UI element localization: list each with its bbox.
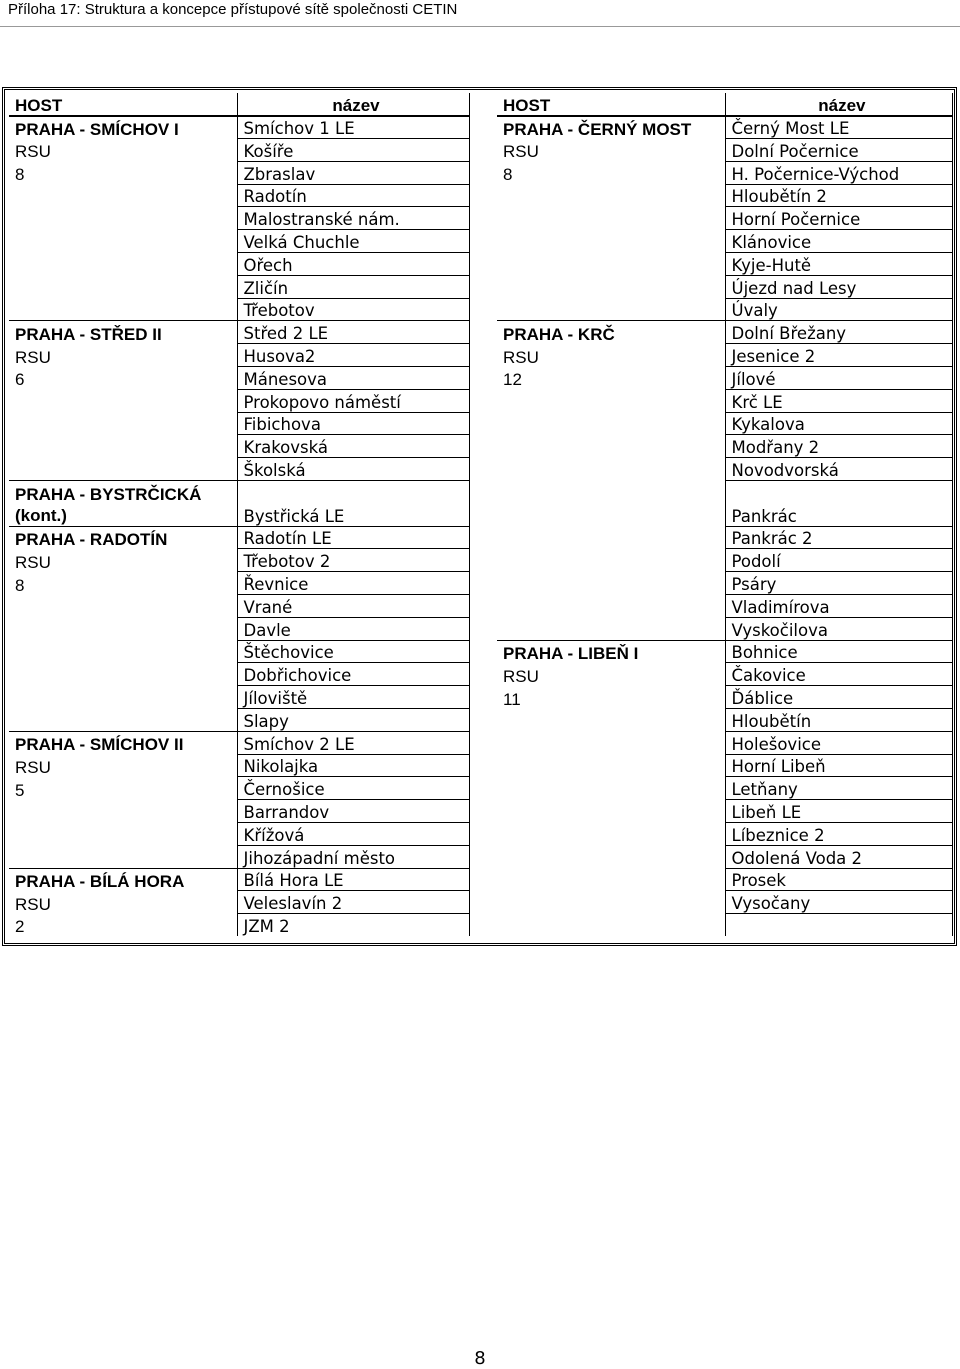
host-cell	[497, 275, 725, 298]
name-cell: Střed 2 LE	[237, 321, 469, 344]
name-cell: Vyskočilova	[725, 617, 952, 640]
left-table-body	[9, 116, 469, 937]
host-cell: 5	[9, 777, 237, 800]
table-row	[9, 640, 469, 663]
host-cell	[9, 298, 237, 321]
host-cell: 8	[9, 572, 237, 595]
name-cell: Třebotov 2	[237, 549, 469, 572]
host-cell	[9, 275, 237, 298]
name-cell: Líbeznice 2	[725, 823, 952, 846]
host-cell	[9, 207, 237, 230]
right-host-table	[497, 93, 953, 936]
name-cell: Krč LE	[725, 389, 952, 412]
header-rule	[0, 26, 960, 27]
table-row	[497, 731, 952, 754]
table-row	[497, 184, 952, 207]
table-row	[9, 572, 469, 595]
name-cell: Bílá Hora LE	[237, 868, 469, 891]
name-cell: Jílové	[725, 367, 952, 390]
table-row	[497, 914, 952, 937]
name-cell: Letňany	[725, 777, 952, 800]
name-cell: Pankrác 2	[725, 526, 952, 549]
host-cell	[9, 686, 237, 709]
host-cell: RSU	[9, 891, 237, 914]
host-cell	[9, 640, 237, 663]
table-row	[497, 481, 952, 527]
table-row	[9, 321, 469, 344]
name-cell: Mánesova	[237, 367, 469, 390]
host-cell: 8	[497, 161, 725, 184]
host-cell	[9, 800, 237, 823]
host-cell	[9, 253, 237, 276]
host-cell	[497, 914, 725, 937]
table-row	[497, 572, 952, 595]
name-cell: Křížová	[237, 823, 469, 846]
name-cell: Nikolajka	[237, 754, 469, 777]
host-cell	[9, 845, 237, 868]
name-cell: Krakovská	[237, 435, 469, 458]
host-cell	[9, 663, 237, 686]
table-row	[497, 686, 952, 709]
host-cell	[9, 435, 237, 458]
table-row	[497, 275, 952, 298]
name-cell: Klánovice	[725, 230, 952, 253]
host-cell: PRAHA - LIBEŇ I	[497, 640, 725, 663]
table-row	[497, 344, 952, 367]
name-cell: Horní Libeň	[725, 754, 952, 777]
name-cell: Kyje-Hutě	[725, 253, 952, 276]
table-row	[497, 549, 952, 572]
name-cell: Kykalova	[725, 412, 952, 435]
right-table-header	[497, 93, 952, 116]
name-cell: Vrané	[237, 595, 469, 618]
host-cell	[9, 184, 237, 207]
table-row	[9, 161, 469, 184]
host-cell	[497, 823, 725, 846]
host-cell	[9, 230, 237, 253]
table-row	[9, 663, 469, 686]
name-cell: Vladimírova	[725, 595, 952, 618]
table-row	[9, 458, 469, 481]
table-row	[9, 823, 469, 846]
host-cell	[497, 207, 725, 230]
host-cell	[497, 230, 725, 253]
table-row	[497, 116, 952, 139]
table-row	[497, 845, 952, 868]
name-cell: Barrandov	[237, 800, 469, 823]
host-cell: 11	[497, 686, 725, 709]
name-cell: Libeň LE	[725, 800, 952, 823]
name-cell: Školská	[237, 458, 469, 481]
name-cell: Davle	[237, 617, 469, 640]
name-cell: Hloubětín 2	[725, 184, 952, 207]
access-network-table-frame	[2, 87, 957, 946]
host-cell: PRAHA - SMÍCHOV II	[9, 731, 237, 754]
host-cell	[497, 891, 725, 914]
name-cell: Košíře	[237, 139, 469, 162]
name-cell: Zličín	[237, 275, 469, 298]
host-cell	[9, 595, 237, 618]
name-cell: Dobřichovice	[237, 663, 469, 686]
table-row	[9, 731, 469, 754]
name-cell: Bystřická LE	[237, 481, 469, 527]
name-cell: Černý Most LE	[725, 116, 952, 139]
left-header-name: název	[237, 93, 469, 116]
host-cell: PRAHA - BYSTRČICKÁ (kont.)	[9, 481, 237, 527]
table-row	[9, 389, 469, 412]
table-row	[9, 253, 469, 276]
table-row	[9, 207, 469, 230]
host-cell	[9, 458, 237, 481]
host-cell	[497, 845, 725, 868]
host-cell: PRAHA - KRČ	[497, 321, 725, 344]
table-row	[497, 298, 952, 321]
table-row	[497, 891, 952, 914]
host-cell: PRAHA - ČERNÝ MOST	[497, 116, 725, 139]
name-cell: H. Počernice-Východ	[725, 161, 952, 184]
host-cell	[497, 549, 725, 572]
table-row	[497, 595, 952, 618]
right-table-body	[497, 116, 952, 937]
table-row	[9, 412, 469, 435]
table-row	[9, 435, 469, 458]
name-cell: Holešovice	[725, 731, 952, 754]
table-row	[497, 709, 952, 732]
name-cell: Horní Počernice	[725, 207, 952, 230]
name-cell: Řevnice	[237, 572, 469, 595]
table-row	[497, 207, 952, 230]
name-cell: Slapy	[237, 709, 469, 732]
name-cell: Modřany 2	[725, 435, 952, 458]
table-row	[497, 526, 952, 549]
name-cell: Radotín	[237, 184, 469, 207]
host-cell: RSU	[497, 139, 725, 162]
table-row	[497, 139, 952, 162]
table-row	[9, 184, 469, 207]
table-row	[497, 754, 952, 777]
table-row	[9, 481, 469, 527]
name-cell: Fibichova	[237, 412, 469, 435]
host-cell	[497, 412, 725, 435]
host-cell: 12	[497, 367, 725, 390]
name-cell: Jesenice 2	[725, 344, 952, 367]
name-cell: Podolí	[725, 549, 952, 572]
host-cell	[9, 617, 237, 640]
host-cell	[497, 481, 725, 527]
table-row	[9, 275, 469, 298]
host-cell	[497, 253, 725, 276]
host-cell	[497, 435, 725, 458]
table-row	[9, 617, 469, 640]
table-row	[9, 914, 469, 937]
host-cell: RSU	[9, 549, 237, 572]
host-cell: PRAHA - BÍLÁ HORA	[9, 868, 237, 891]
name-cell: Pankrác	[725, 481, 952, 527]
table-row	[9, 595, 469, 618]
host-cell	[497, 800, 725, 823]
table-row	[9, 230, 469, 253]
name-cell: Velká Chuchle	[237, 230, 469, 253]
table-row	[497, 412, 952, 435]
right-header-name: název	[725, 93, 952, 116]
host-cell	[497, 709, 725, 732]
table-gap	[471, 93, 495, 940]
table-row	[9, 139, 469, 162]
host-cell	[9, 412, 237, 435]
name-cell: Jihozápadní město	[237, 845, 469, 868]
table-row	[497, 458, 952, 481]
host-cell	[9, 823, 237, 846]
name-cell: Prokopovo náměstí	[237, 389, 469, 412]
table-row	[9, 754, 469, 777]
name-cell: Smíchov 2 LE	[237, 731, 469, 754]
name-cell: Vysočany	[725, 891, 952, 914]
left-table-header	[9, 93, 469, 116]
table-row	[9, 800, 469, 823]
name-cell: Bohnice	[725, 640, 952, 663]
name-cell: Štěchovice	[237, 640, 469, 663]
table-row	[497, 435, 952, 458]
host-cell	[9, 709, 237, 732]
name-cell: Čakovice	[725, 663, 952, 686]
table-row	[497, 800, 952, 823]
table-row	[9, 868, 469, 891]
name-cell: JZM 2	[237, 914, 469, 937]
host-cell	[497, 731, 725, 754]
table-row	[497, 389, 952, 412]
name-cell: Psáry	[725, 572, 952, 595]
table-row	[497, 868, 952, 891]
right-header-host: HOST	[497, 93, 725, 116]
left-host-table	[9, 93, 470, 936]
table-row	[497, 777, 952, 800]
host-cell: RSU	[497, 344, 725, 367]
table-row	[497, 253, 952, 276]
table-row	[9, 891, 469, 914]
table-row	[9, 298, 469, 321]
host-cell	[497, 389, 725, 412]
table-row	[9, 686, 469, 709]
table-row	[497, 640, 952, 663]
host-cell	[497, 754, 725, 777]
table-row	[497, 617, 952, 640]
host-cell: RSU	[9, 139, 237, 162]
name-cell: Hloubětín	[725, 709, 952, 732]
host-cell: RSU	[9, 754, 237, 777]
table-row	[9, 344, 469, 367]
table-row	[9, 845, 469, 868]
name-cell: Zbraslav	[237, 161, 469, 184]
table-row	[497, 367, 952, 390]
name-cell: Ďáblice	[725, 686, 952, 709]
host-cell: PRAHA - SMÍCHOV I	[9, 116, 237, 139]
name-cell: Radotín LE	[237, 526, 469, 549]
page-number: 8	[474, 1348, 486, 1369]
host-cell: 8	[9, 161, 237, 184]
name-cell	[725, 914, 952, 937]
host-cell	[497, 617, 725, 640]
host-cell	[497, 868, 725, 891]
left-header-host: HOST	[9, 93, 237, 116]
table-row	[497, 321, 952, 344]
host-cell: PRAHA - STŘED II	[9, 321, 237, 344]
name-cell: Dolní Břežany	[725, 321, 952, 344]
host-cell	[497, 526, 725, 549]
name-cell: Úvaly	[725, 298, 952, 321]
host-cell	[497, 777, 725, 800]
table-row	[9, 116, 469, 139]
host-cell	[497, 595, 725, 618]
name-cell: Veleslavín 2	[237, 891, 469, 914]
table-row	[497, 823, 952, 846]
table-row	[497, 230, 952, 253]
name-cell: Ořech	[237, 253, 469, 276]
host-cell	[497, 184, 725, 207]
host-cell: 2	[9, 914, 237, 937]
table-row	[9, 709, 469, 732]
name-cell: Třebotov	[237, 298, 469, 321]
name-cell: Odolená Voda 2	[725, 845, 952, 868]
host-cell: RSU	[9, 344, 237, 367]
table-row	[497, 663, 952, 686]
name-cell: Smíchov 1 LE	[237, 116, 469, 139]
host-cell: RSU	[497, 663, 725, 686]
host-cell	[497, 572, 725, 595]
name-cell: Dolní Počernice	[725, 139, 952, 162]
name-cell: Prosek	[725, 868, 952, 891]
table-row	[9, 549, 469, 572]
host-cell	[9, 389, 237, 412]
name-cell: Malostranské nám.	[237, 207, 469, 230]
page-header-title: Příloha 17: Struktura a koncepce přístupové sítě společnosti CETIN	[8, 1, 458, 18]
table-row	[9, 777, 469, 800]
name-cell: Černošice	[237, 777, 469, 800]
name-cell: Novodvorská	[725, 458, 952, 481]
host-cell: PRAHA - RADOTÍN	[9, 526, 237, 549]
name-cell: Újezd nad Lesy	[725, 275, 952, 298]
host-cell	[497, 298, 725, 321]
table-row	[9, 367, 469, 390]
name-cell: Jíloviště	[237, 686, 469, 709]
table-row	[9, 526, 469, 549]
host-cell	[497, 458, 725, 481]
host-cell: 6	[9, 367, 237, 390]
table-row	[497, 161, 952, 184]
name-cell: Husova2	[237, 344, 469, 367]
